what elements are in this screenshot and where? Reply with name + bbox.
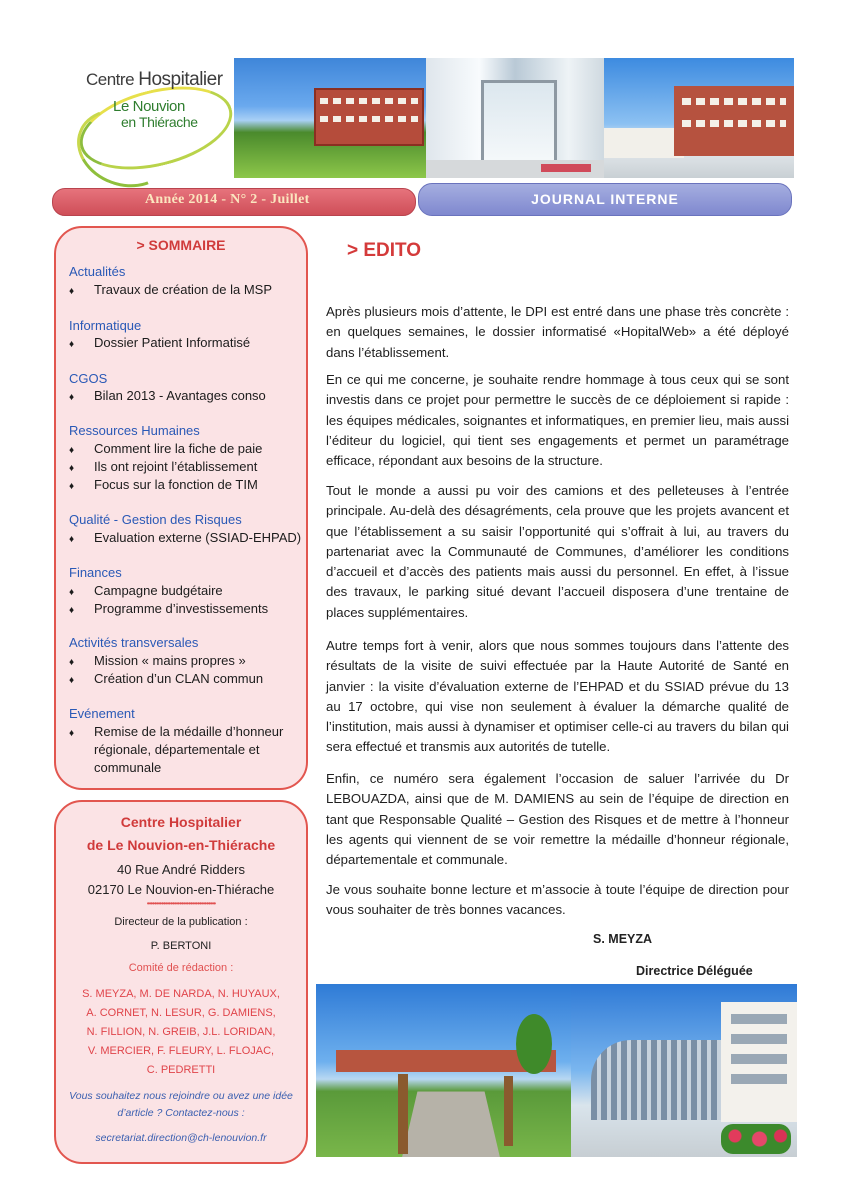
sommaire-title: > SOMMAIRE — [136, 237, 226, 253]
list-item: ♦ Ils ont rejoint l’établissement — [69, 459, 258, 474]
list-item: ♦ Création d’un CLAN commun — [69, 671, 264, 686]
photo-garden-path — [316, 984, 571, 1157]
invite-text-line-2: d’article ? Contactez-nous : — [117, 1107, 245, 1119]
list-item: ♦ Programme d’investissements — [69, 601, 269, 616]
director-name: P. BERTONI — [150, 940, 212, 952]
signature-name: S. MEYZA — [593, 932, 653, 946]
committee-line: A. CORNET, N. LESUR, G. DAMIENS, — [86, 1007, 276, 1019]
list-item: ♦ Mission « mains propres » — [69, 653, 246, 668]
section-heading: CGOS — [69, 371, 108, 386]
list-item-continuation: régionale, départementale et — [94, 742, 260, 757]
list-item: ♦ Remise de la médaille d’honneur — [69, 724, 284, 739]
committee-line: C. PEDRETTI — [146, 1064, 216, 1076]
committee-label: Comité de rédaction : — [128, 962, 234, 974]
edito-paragraph: Enfin, ce numéro sera également l’occasion de saluer l’arrivée du Dr LEBOUAZDA, ainsi que de M. DAMIENS au sein de l’équipe de direction en tant que Responsable Qualité – Gestion des Risques et de mettre à l’honneur les agents qui viennent de se voir remettre la médaille d’honneur régionale, départementale et communale. — [326, 771, 789, 868]
section-heading: Evénement — [69, 706, 135, 721]
journal-banner: JOURNAL INTERNE — [418, 183, 792, 216]
section-heading: Finances — [69, 565, 122, 580]
edito-paragraph: Je vous souhaite bonne lecture et m’associe à toute l’équipe de direction pour vous souhaiter de très bonnes vacances. — [326, 882, 789, 918]
signature-role: Directrice Déléguée — [636, 964, 753, 978]
header-photo-building — [234, 58, 426, 178]
edito-paragraph: Après plusieurs mois d’attente, le DPI est entré dans une phase très concrète : en quelques semaines, le dossier informatisé «HopitalWeb» a été déployé dans l’établissement. — [326, 304, 789, 360]
section-heading: Ressources Humaines — [69, 423, 200, 438]
committee-line: S. MEYZA, M. DE NARDA, N. HUYAUX, — [82, 988, 280, 1000]
list-item: ♦ Comment lire la fiche de paie — [69, 441, 263, 456]
edito-paragraph: Autre temps fort à venir, alors que nous sommes toujours dans l’attente des résultats de la visite de suivi effectuée par la Haute Autorité de Santé en janvier : la visite d’évaluation externe de l’EHPAD et du SSIAD prévue du 13 au 17 octobre, qui vise non seulement à évaluer la démarche qualité de l’institution, mais aussi à dynamiser et optimiser celle-ci au travers du bilan qui sera effectué et transmis aux autorités de tutelle. — [326, 638, 789, 755]
address-street: 40 Rue André Ridders — [117, 862, 245, 877]
section-heading: Actualités — [69, 264, 126, 279]
edito-title: > EDITO — [347, 240, 422, 261]
list-item: ♦ Campagne budgétaire — [69, 583, 223, 598]
edito-paragraph: Tout le monde a aussi pu voir des camions et des pelleteuses à l’entrée principale. Au-delà des désagréments, cela prouve que les projets avancent et que l’établissement a su saisir l’opportunité qui s’offrait à lui, au travers du partenariat avec la Communauté de Communes, d’améliorer les conditions d’accueil et d’accès des patients mais aussi du personnel. En effet, à l’issue des travaux, le parking situé devant l’accueil disposera d’une trentaine de places supplémentaires. — [326, 483, 789, 620]
sommaire-box — [54, 226, 308, 790]
list-item: ♦ Focus sur la fonction de TIM — [69, 477, 258, 492]
issue-banner: Année 2014 - N° 2 - Juillet — [52, 188, 416, 216]
list-item: ♦ Bilan 2013 - Avantages conso — [69, 388, 266, 403]
invite-text: Vous souhaitez nous rejoindre ou avez une idée — [69, 1090, 293, 1102]
committee-line: V. MERCIER, F. FLEURY, L. FLOJAC, — [87, 1045, 275, 1057]
list-item: ♦ Evaluation externe (SSIAD-EHPAD) — [69, 530, 302, 545]
section-heading: Activités transversales — [69, 635, 199, 650]
hospital-name-line-2: de Le Nouvion-en-Thiérache — [86, 837, 276, 853]
logo-line-1: Centre Hospitalier — [86, 69, 223, 90]
director-label: Directeur de la publication : — [114, 916, 248, 928]
dotted-divider: •••••••••••••••••••••••••••••••••••••• — [146, 899, 216, 908]
section-heading: Informatique — [69, 318, 142, 333]
contact-box — [54, 800, 308, 1164]
contact-email[interactable]: secretariat.direction@ch-lenouvion.fr — [95, 1132, 267, 1144]
list-item: ♦ Dossier Patient Informatisé — [69, 335, 251, 350]
header-photo-facade — [604, 58, 794, 178]
address-city: 02170 Le Nouvion-en-Thiérache — [87, 882, 275, 897]
list-item-continuation: communale — [94, 760, 162, 775]
list-item: ♦ Travaux de création de la MSP — [69, 282, 272, 297]
logo-line-3: en Thiérache — [121, 114, 198, 130]
edito-paragraph: En ce qui me concerne, je souhaite rendre hommage à tous ceux qui se sont investis dans ce projet pour permettre le succès de ce déploiement si rapide : les équipes médicales, soignantes et informatiques, en premier lieu, mais aussi l’éditeur du logiciel, qui tient ses engagements et permet un paramétrage efficace, répondant aux besoins de la structure. — [326, 372, 789, 469]
hospital-logo — [58, 52, 238, 192]
section-heading: Qualité - Gestion des Risques — [69, 512, 242, 527]
hospital-name: Centre Hospitalier — [120, 814, 242, 830]
logo-line-2: Le Nouvion — [113, 98, 185, 115]
photo-glass-building — [571, 984, 797, 1157]
committee-line: N. FILLION, N. GREIB, J.L. LORIDAN, — [86, 1026, 276, 1038]
header-photo-entrance — [426, 58, 604, 178]
